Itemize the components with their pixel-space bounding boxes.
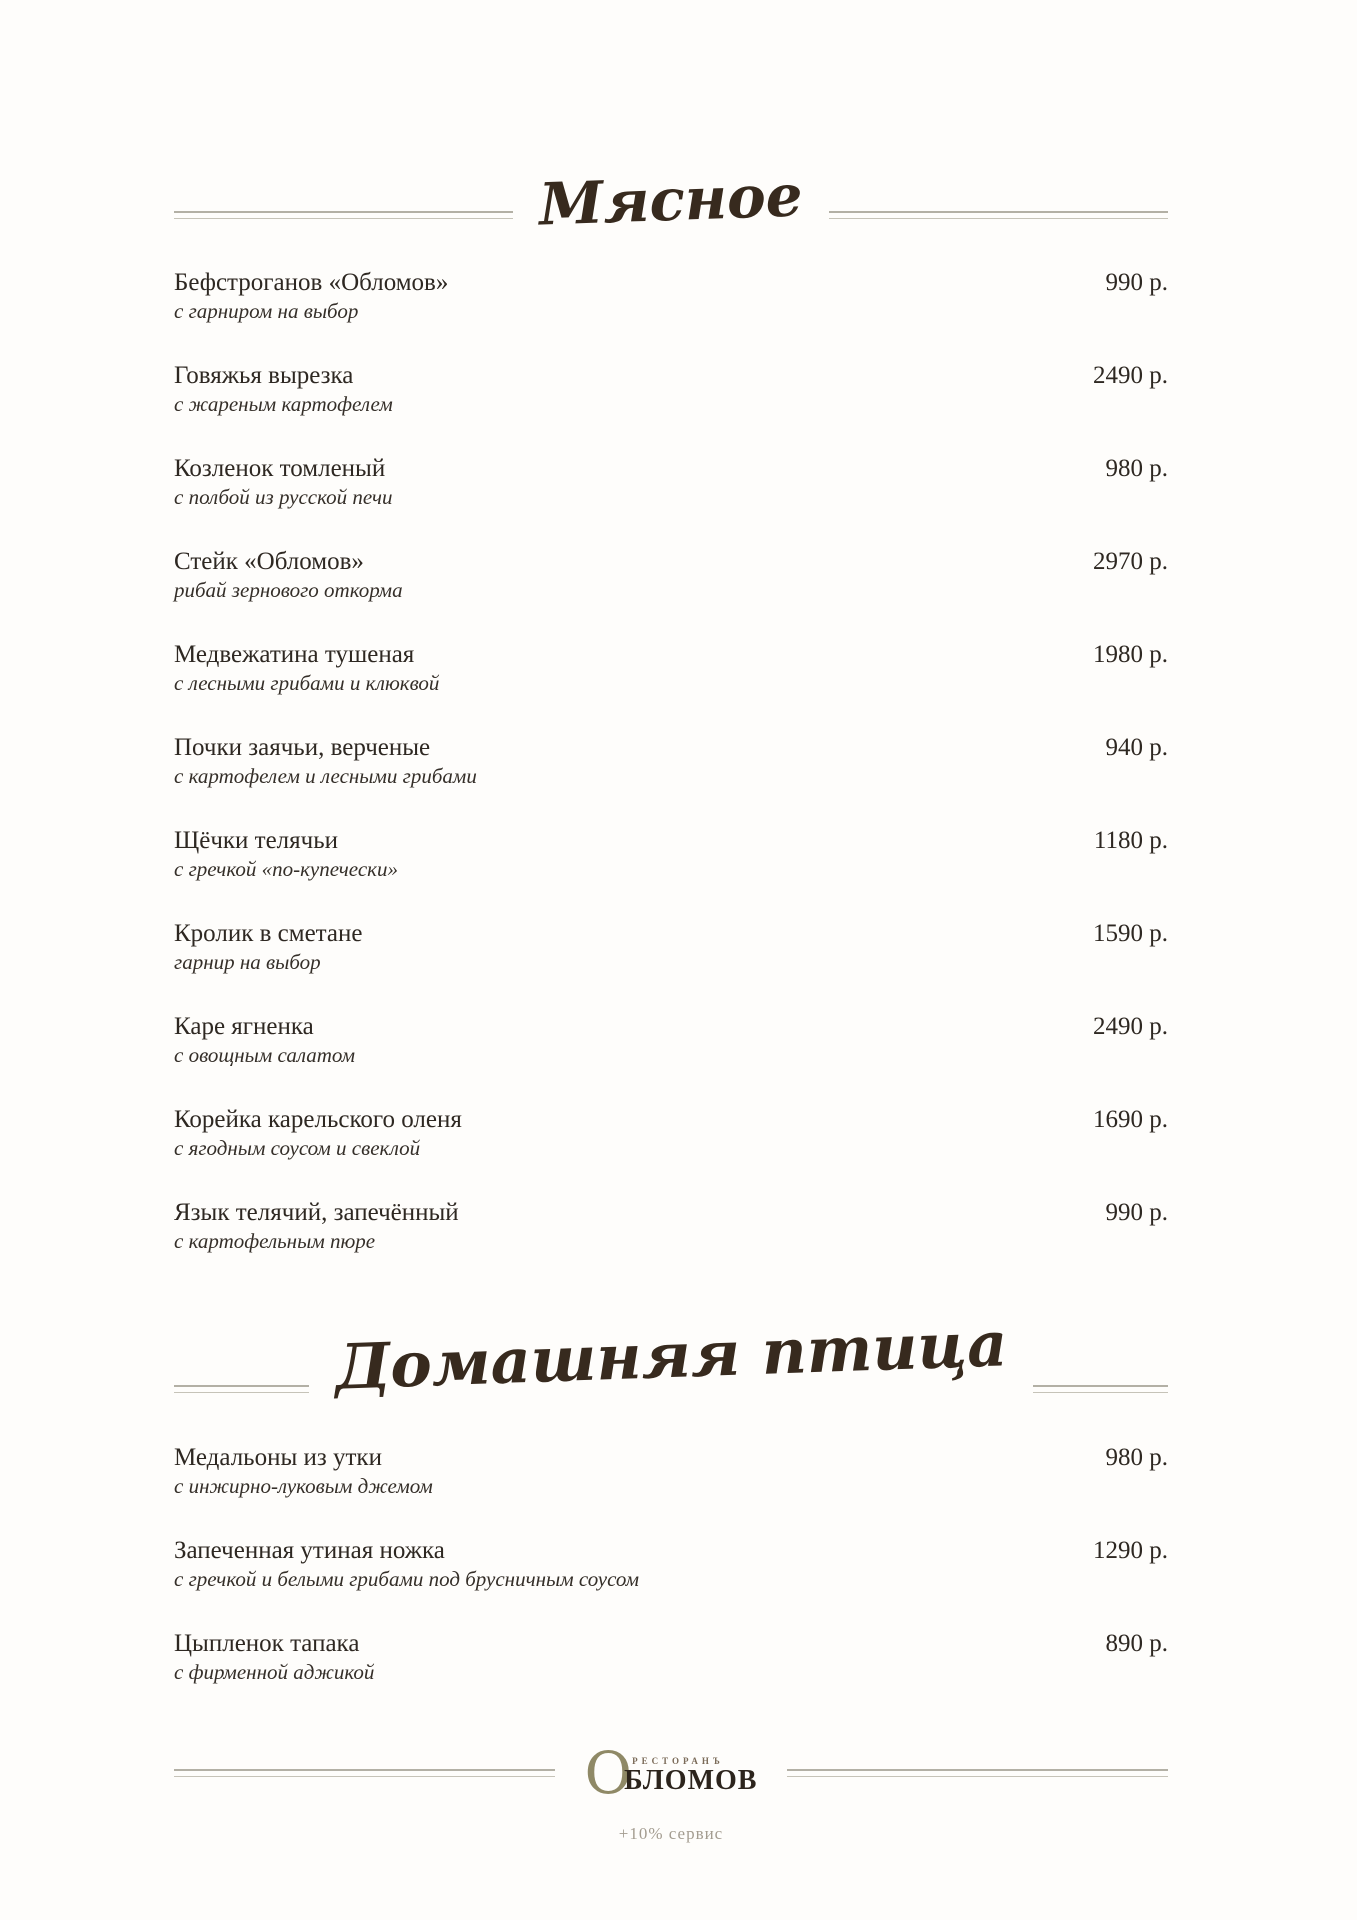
dish-name: Язык телячий, запечённый: [174, 1199, 459, 1226]
section-header-poultry: [174, 1303, 1168, 1409]
header-rule-right: [829, 211, 1168, 219]
logo-main-text: БЛОМОВ: [624, 1765, 758, 1796]
dish-description: с инжирно-луковым джемом: [174, 1474, 433, 1498]
dish-price: 1290 р.: [1093, 1537, 1168, 1564]
dish-name: Цыпленок тапака: [174, 1630, 360, 1657]
dish-description: с жареным картофелем: [174, 392, 393, 416]
dish-name: Корейка карельского оленя: [174, 1106, 462, 1133]
logo-initial: О: [584, 1739, 633, 1807]
menu-item-row: [174, 919, 1168, 976]
dish-price: 1980 р.: [1093, 641, 1168, 668]
dish-name: Козленок томленый: [174, 455, 386, 482]
header-rule-right: [1033, 1385, 1168, 1393]
footer-band: [174, 1739, 1168, 1807]
menu-item-row: [174, 1105, 1168, 1162]
menu-item-row: [174, 1536, 1168, 1593]
dish-text: [174, 1629, 1038, 1686]
section-title-meat: Мясное: [538, 161, 804, 239]
dish-price: 990 р.: [1105, 269, 1168, 296]
dish-price: 1690 р.: [1093, 1106, 1168, 1133]
dish-text: [174, 1443, 1038, 1500]
dish-text: [174, 826, 1038, 883]
menu-item-row: [174, 640, 1168, 697]
dish-price: 2970 р.: [1093, 548, 1168, 575]
dish-text: [174, 919, 1038, 976]
dish-description: с картофельным пюре: [174, 1229, 376, 1253]
dish-text: [174, 640, 1038, 697]
restaurant-logo: [555, 1739, 788, 1807]
dish-price: 940 р.: [1105, 734, 1168, 761]
menu-item-row: [174, 547, 1168, 604]
dish-price: 990 р.: [1105, 1199, 1168, 1226]
dish-price: 2490 р.: [1093, 362, 1168, 389]
section-title-poultry: Домашняя птица: [333, 1307, 1009, 1404]
menu-item-row: [174, 361, 1168, 418]
footer-rule-left: [174, 1769, 555, 1777]
menu-list-meat: [174, 268, 1168, 1255]
dish-name: Каре ягненка: [174, 1013, 314, 1040]
dish-name: Запеченная утиная ножка: [174, 1537, 445, 1564]
dish-description: с гречкой и белыми грибами под брусничным соусом: [174, 1567, 639, 1591]
menu-item-row: [174, 1012, 1168, 1069]
dish-price: 1180 р.: [1093, 827, 1168, 854]
header-rule-left: [174, 211, 513, 219]
dish-text: [174, 361, 1038, 418]
dish-description: гарнир на выбор: [174, 950, 321, 974]
menu-item-row: [174, 826, 1168, 883]
menu-item-row: [174, 268, 1168, 325]
dish-description: с гречкой «по-купечески»: [174, 857, 398, 881]
dish-text: [174, 547, 1038, 604]
dish-name: Щёчки телячьи: [174, 827, 339, 854]
header-rule-left: [174, 1385, 309, 1393]
dish-description: с ягодным соусом и свеклой: [174, 1136, 421, 1160]
menu-item-row: [174, 1198, 1168, 1255]
menu-list-poultry: [174, 1443, 1168, 1686]
dish-description: с картофелем и лесными грибами: [174, 764, 477, 788]
dish-text: [174, 733, 1038, 790]
dish-name: Кролик в сметане: [174, 920, 363, 947]
dish-description: с фирменной аджикой: [174, 1660, 375, 1684]
dish-price: 2490 р.: [1093, 1013, 1168, 1040]
dish-name: Почки заячьи, верченые: [174, 734, 431, 761]
dish-description: с полбой из русской печи: [174, 485, 393, 509]
menu-item-row: [174, 1443, 1168, 1500]
dish-description: с овощным салатом: [174, 1043, 356, 1067]
dish-description: рибай зернового откорма: [174, 578, 403, 602]
dish-price: 1590 р.: [1093, 920, 1168, 947]
footer-rule-right: [787, 1769, 1168, 1777]
service-charge-note: +10% сервис: [618, 1824, 724, 1843]
logo-wordmark: [624, 1748, 757, 1795]
menu-item-row: [174, 733, 1168, 790]
dish-name: Медальоны из утки: [174, 1444, 382, 1471]
dish-price: 980 р.: [1105, 1444, 1168, 1471]
logo-small-text: РЕСТОРАНЪ: [632, 1756, 724, 1766]
dish-text: [174, 1536, 1038, 1593]
dish-price: 890 р.: [1105, 1630, 1168, 1657]
menu-item-row: [174, 454, 1168, 511]
dish-name: Медвежатина тушеная: [174, 641, 415, 668]
dish-description: с лесными грибами и клюквой: [174, 671, 440, 695]
dish-text: [174, 454, 1038, 511]
dish-text: [174, 268, 1038, 325]
dish-price: 980 р.: [1105, 455, 1168, 482]
dish-description: с гарниром на выбор: [174, 299, 359, 323]
section-header-meat: [174, 158, 1168, 242]
menu-item-row: [174, 1629, 1168, 1686]
dish-text: [174, 1105, 1038, 1162]
dish-name: Говяжья вырезка: [174, 362, 354, 389]
dish-text: [174, 1012, 1038, 1069]
dish-name: Стейк «Обломов»: [174, 548, 364, 575]
dish-name: Бефстроганов «Обломов»: [174, 269, 449, 296]
dish-text: [174, 1198, 1038, 1255]
